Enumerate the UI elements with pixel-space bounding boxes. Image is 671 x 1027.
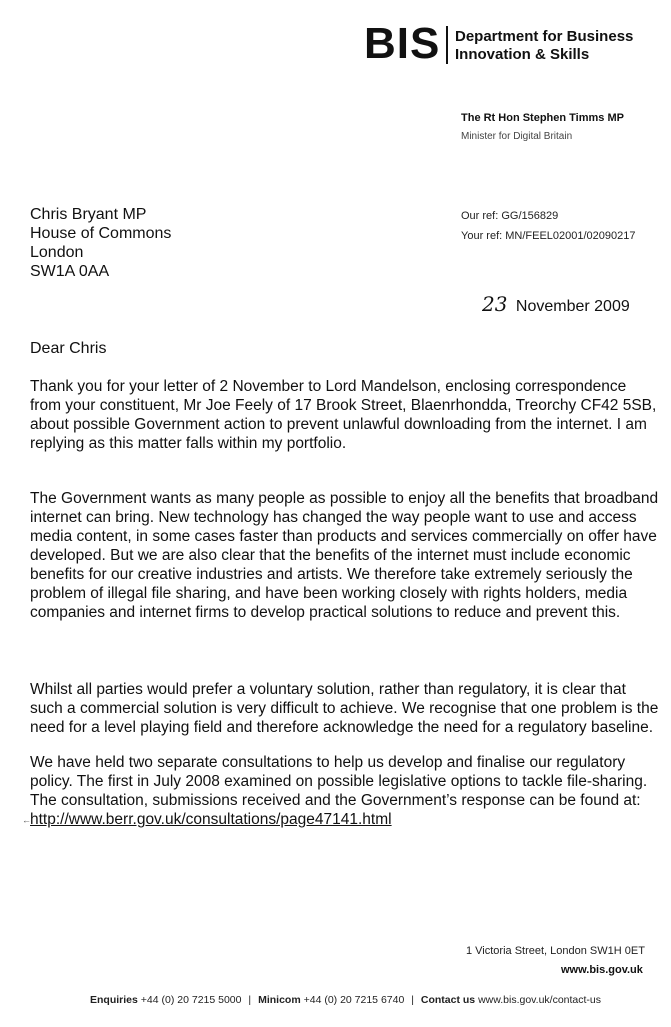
footer-contact-bar (90, 994, 601, 1006)
footer-address: 1 Victoria Street, London SW1H 0ET (466, 945, 645, 957)
footer-separator: | (411, 994, 414, 1006)
footer-website[interactable]: www.bis.gov.uk (561, 964, 643, 976)
date-month-year: November 2009 (515, 298, 630, 315)
recipient-line: House of Commons (30, 225, 172, 242)
your-ref: Your ref: MN/FEEL02001/02090217 (461, 230, 636, 242)
paragraph: The Government wants as many people as possible to enjoy all the benefits that broadband internet can bring. New technology has changed the way people want to use and access media content, in some cases faster than products and services commercially on offer have developed. But we are also clear that the benefits of the internet must include economic benefits for our creative industries and artists. We therefore take extremely seriously the problem of illegal file sharing, and have been working closely with rights holders, media companies and internet firms to develop practical solutions to reduce and prevent this. (30, 490, 659, 621)
enquiries-phone: +44 (0) 20 7215 5000 (140, 994, 242, 1006)
enquiries-label: Enquiries (90, 994, 138, 1006)
references (461, 206, 636, 246)
department-line-1: Department for Business (455, 28, 634, 45)
salutation: Dear Chris (30, 340, 107, 357)
paragraph: Thank you for your letter of 2 November to Lord Mandelson, enclosing correspondence from your constituent, Mr Joe Feely of 17 Brook Street, Blaenrhondda, Treorchy CF42 5SB, about possible Government action to prevent unlawful downloading from the internet. I am replying as this matter falls within my portfolio. (30, 378, 657, 452)
department-line-2: Innovation & Skills (455, 46, 590, 63)
contact-label: Contact us (420, 994, 476, 1006)
date-day-handwritten: 23 (482, 292, 508, 316)
recipient-line: London (30, 244, 84, 261)
contact-url[interactable]: www.bis.gov.uk/contact-us (478, 994, 602, 1006)
department-name (455, 28, 633, 64)
minister-name: The Rt Hon Stephen Timms MP (461, 112, 624, 124)
minicom-label: Minicom (258, 994, 301, 1006)
paragraph: We have held two separate consultations to help us develop and finalise our regulatory policy. The first in July 2008 examined on possible legislative options to tackle file-sharing. The consultation, submissions received and the Government’s response can be found at: (30, 754, 648, 809)
minister-title: Minister for Digital Britain (461, 131, 573, 142)
our-ref: Our ref: GG/156829 (461, 210, 559, 222)
logo-divider (446, 26, 448, 64)
letter-date (482, 292, 630, 316)
footer-separator: | (248, 994, 252, 1006)
recipient-line: Chris Bryant MP (30, 206, 147, 223)
paragraph: Whilst all parties would prefer a voluntary solution, rather than regulatory, it is clear that such a commercial solution is very difficult to achieve. We recognise that one problem is the need for a level playing field and therefore acknowledge the need for a regulatory baseline. (30, 681, 659, 736)
bis-logo: BIS (364, 19, 441, 68)
minicom-phone: +44 (0) 20 7215 6740 (303, 994, 405, 1006)
recipient-line: SW1A 0AA (30, 263, 110, 280)
paragraph-with-link (30, 753, 660, 829)
recipient-address (30, 205, 171, 281)
margin-mark: ← (22, 815, 31, 825)
consultation-link[interactable]: http://www.berr.gov.uk/consultations/page47141.html (30, 811, 392, 828)
